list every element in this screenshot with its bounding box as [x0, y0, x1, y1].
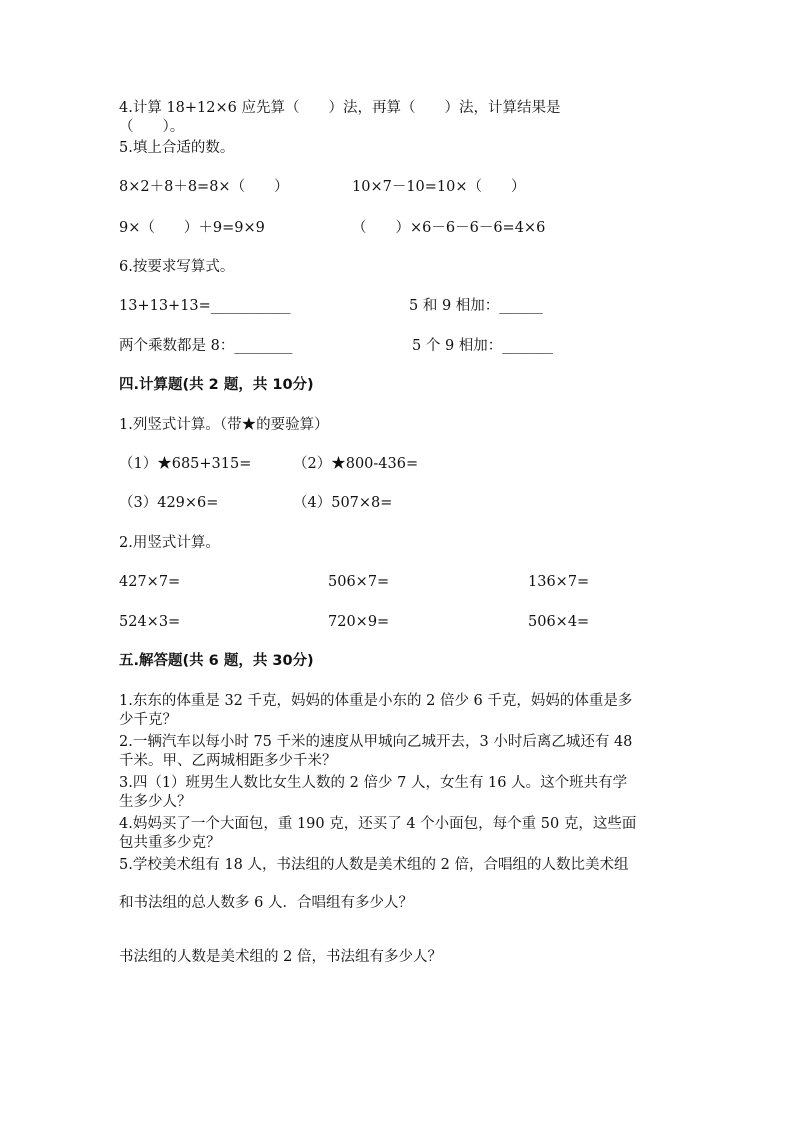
- question-6-item-c: 两个乘数都是 8：________: [119, 338, 293, 354]
- question-4-line-2: （ ）。: [119, 119, 185, 135]
- question-5-item-c: 9×（ ）＋9=9×9: [119, 220, 265, 236]
- section-4-item-2: （2）★800-436=: [293, 456, 419, 472]
- problem-5-subquestion: 书法组的人数是美术组的 2 倍，书法组有多少人？: [119, 949, 442, 965]
- question-6-item-d: 5 个 9 相加：_______: [412, 338, 554, 354]
- problem-5-line-1: 5.学校美术组有 18 人，书法组的人数是美术组的 2 倍，合唱组的人数比美术组: [119, 857, 629, 873]
- problem-1-line-1: 1.东东的体重是 32 千克，妈妈的体重是小东的 2 倍少 6 千克，妈妈的体重是多: [119, 693, 633, 709]
- section-4-question-1: 1.列竖式计算。（带★的要验算）: [119, 417, 329, 433]
- problem-1-line-2: 少千克？: [119, 712, 177, 728]
- problem-2-line-2: 千米。甲、乙两城相距多少千米？: [119, 753, 337, 769]
- section-4-item-4: （4）507×8=: [293, 495, 393, 511]
- problem-4-line-2: 包共重多少克？: [119, 835, 221, 851]
- question-6-title: 6.按要求写算式。: [119, 259, 235, 275]
- calc-row-2-col-2: 720×9=: [328, 614, 390, 630]
- calc-row-2-col-3: 506×4=: [528, 614, 590, 630]
- section-4-item-1: （1）★685+315=: [119, 456, 252, 472]
- question-4-line-1: 4.计算 18+12×6 应先算（ ）法，再算（ ）法，计算结果是: [119, 100, 561, 116]
- section-4-item-3: （3）429×6=: [119, 495, 219, 511]
- question-6-item-b: 5 和 9 相加：______: [409, 298, 543, 314]
- problem-3-line-2: 生多少人？: [119, 794, 192, 810]
- question-6-item-a: 13+13+13=___________: [119, 298, 291, 314]
- question-5-title: 5.填上合适的数。: [119, 140, 235, 156]
- problem-5-line-2: 和书法组的总人数多 6 人．合唱组有多少人？: [119, 895, 413, 911]
- problem-3-line-1: 3.四（1）班男生人数比女生人数的 2 倍少 7 人，女生有 16 人。这个班共有学: [119, 775, 628, 791]
- question-5-item-d: （ ）×6－6－6－6=4×6: [352, 220, 546, 236]
- question-5-item-a: 8×2＋8＋8=8×（ ）: [119, 179, 289, 195]
- calc-row-1-col-3: 136×7=: [528, 574, 590, 590]
- problem-2-line-1: 2.一辆汽车以每小时 75 千米的速度从甲城向乙城开去，3 小时后离乙城还有 48: [119, 734, 633, 750]
- question-5-item-b: 10×7－10=10×（ ）: [352, 179, 526, 195]
- section-5-heading: 五.解答题(共 6 题，共 30分): [119, 653, 314, 669]
- problem-4-line-1: 4.妈妈买了一个大面包，重 190 克，还买了 4 个小面包，每个重 50 克，这些面: [119, 816, 637, 832]
- section-4-heading: 四.计算题(共 2 题，共 10分): [119, 377, 314, 393]
- section-4-question-2: 2.用竖式计算。: [119, 535, 220, 551]
- calc-row-2-col-1: 524×3=: [119, 614, 181, 630]
- calc-row-1-col-1: 427×7=: [119, 574, 181, 590]
- calc-row-1-col-2: 506×7=: [328, 574, 390, 590]
